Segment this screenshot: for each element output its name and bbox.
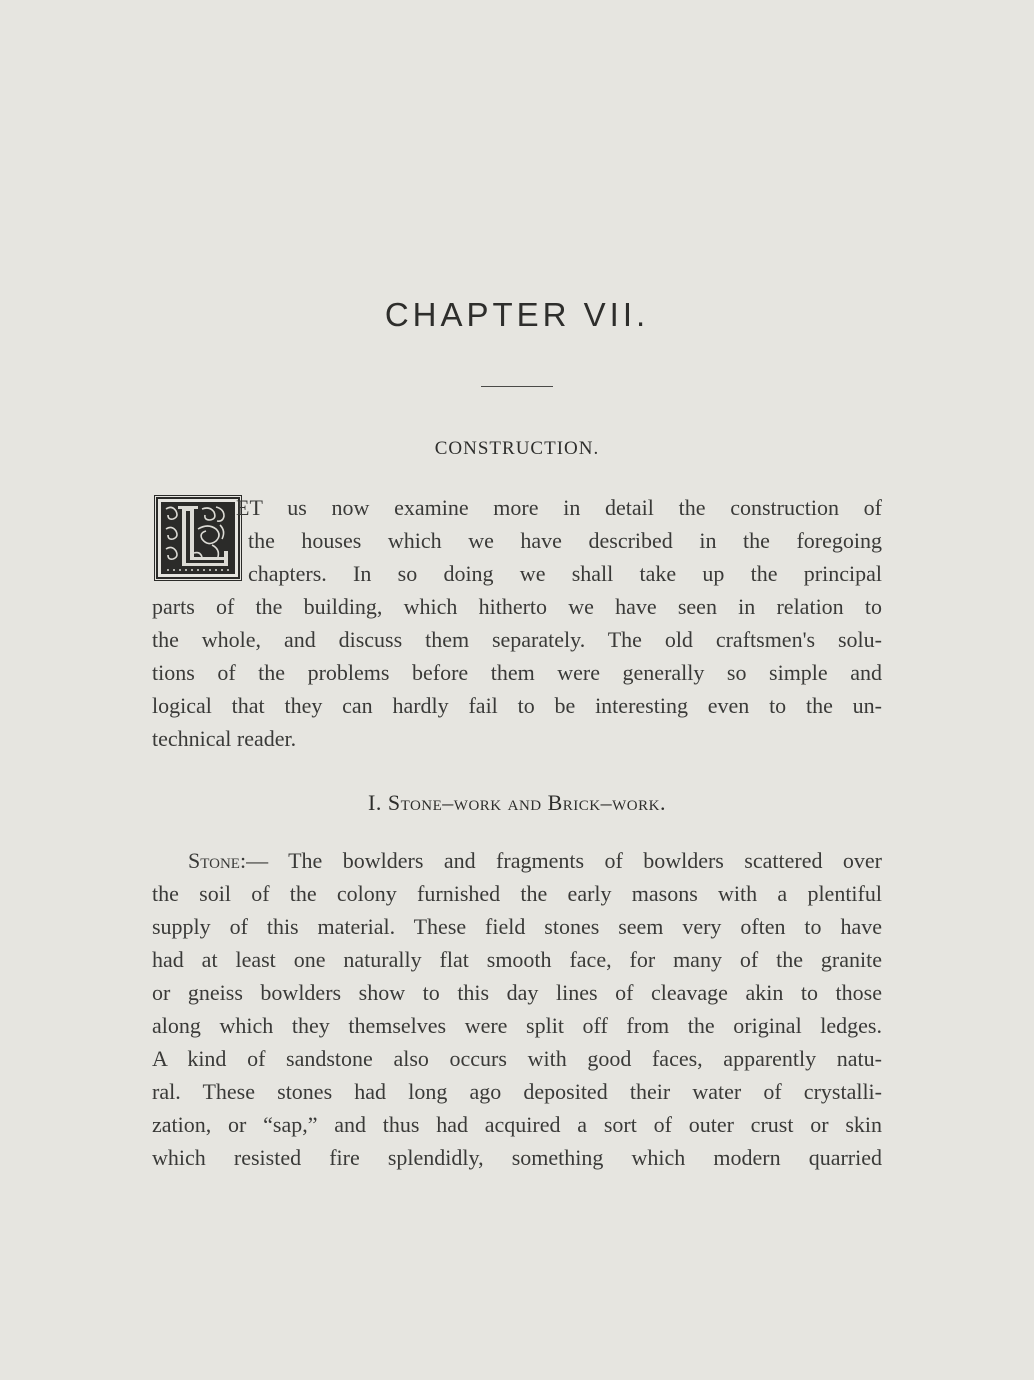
paragraph-line: A kind of sandstone also occurs with good faces, apparently natu-: [152, 1046, 882, 1071]
paragraph-line: or gneiss bowlders show to this day lines of cleavage akin to those: [152, 980, 882, 1005]
paragraph-line: which resisted fire splendidly, something which modern quarried: [152, 1145, 882, 1170]
paragraph-line: supply of this material. These field stones seem very often to have: [152, 914, 882, 939]
paragraph-line: zation, or “sap,” and thus had acquired a sort of outer crust or skin: [152, 1112, 882, 1137]
chapter-heading: CHAPTER VII.: [384, 296, 650, 333]
heading-divider-rule: [481, 386, 553, 387]
paragraph-line: logical that they can hardly fail to be interesting even to the un-: [152, 693, 882, 718]
paragraph-line: ET us now examine more in detail the construction of: [236, 495, 882, 520]
paragraph-line: the soil of the colony furnished the early masons with a plentiful: [152, 881, 882, 906]
paragraph-line: ral. These stones had long ago deposited their water of crystalli-: [152, 1079, 882, 1104]
paragraph-line: tions of the problems before them were generally so simple and: [152, 660, 882, 685]
paragraph-stone: [152, 844, 882, 1174]
subsection-heading: I. Stone–work and Brick–work.: [368, 790, 666, 815]
run-in-heading: Stone:: [188, 848, 247, 873]
paragraph-line: the houses which we have described in the foregoing: [248, 528, 882, 553]
section-heading: CONSTRUCTION.: [434, 438, 600, 459]
paragraph-line: the whole, and discuss them separately. The old craftsmen's solu-: [152, 627, 882, 652]
paragraph-line: [152, 844, 882, 877]
paragraph-line-text: — The bowlders and fragments of bowlders scattered over: [246, 848, 882, 873]
paragraph-line: along which they themselves were split off from the original ledges.: [152, 1013, 882, 1038]
paragraph-intro: [152, 491, 882, 755]
paragraph-line: technical reader.: [152, 726, 297, 751]
paragraph-line: had at least one naturally flat smooth face, for many of the granite: [152, 947, 882, 972]
paragraph-line: chapters. In so doing we shall take up the principal: [248, 561, 882, 586]
paragraph-line: parts of the building, which hitherto we have seen in relation to: [152, 594, 882, 619]
